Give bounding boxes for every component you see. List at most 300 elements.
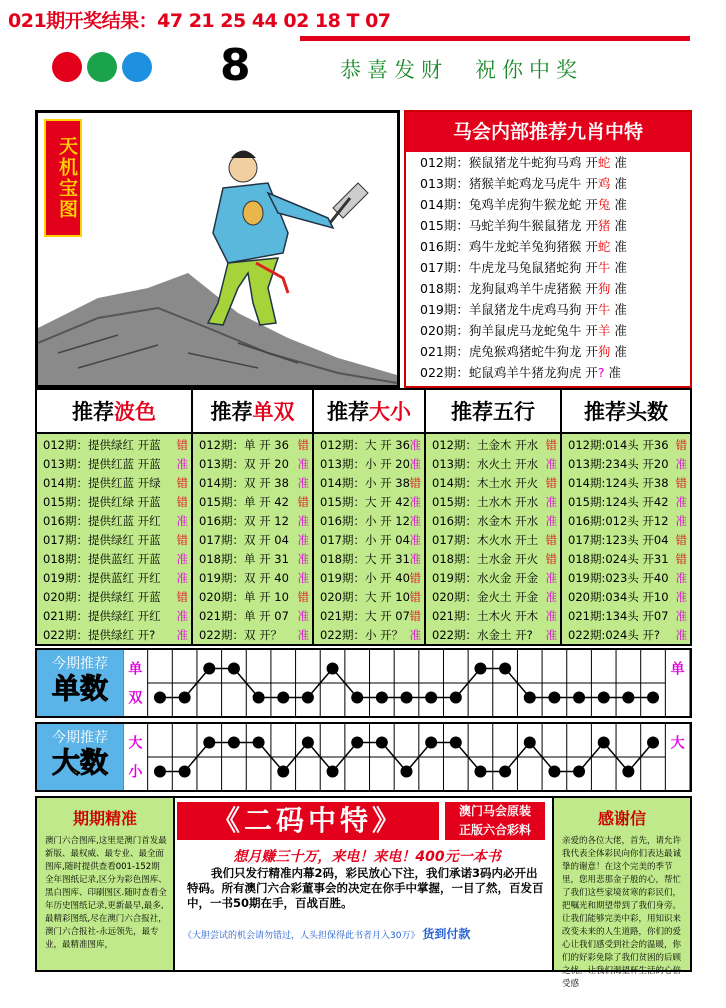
recommend-row-text: 017期：双 开 04	[199, 533, 289, 547]
nine-animals: 马蛇羊狗牛猴鼠猪龙	[468, 218, 582, 233]
recommend-row-text: 021期:134头 开07	[568, 609, 669, 623]
recommend-row-result: 准	[409, 438, 421, 452]
trend-point	[351, 692, 363, 704]
recommend-row	[193, 588, 312, 607]
recommend-row-result: 准	[176, 552, 188, 566]
recommend-row	[562, 512, 690, 531]
recommend-row	[37, 493, 191, 512]
recommend-row-result: 准	[545, 495, 557, 509]
recommend-row-result: 准	[545, 514, 557, 528]
nine-mark: 准	[614, 218, 627, 233]
recommend-row-text: 020期：提供绿红 开蓝	[43, 590, 161, 604]
recommend-row-result: 错	[409, 571, 421, 585]
trend-point	[253, 692, 265, 704]
nine-open: 开	[581, 281, 598, 296]
recommend-row	[562, 493, 690, 512]
recommend-row	[37, 455, 191, 474]
recommend-row-text: 012期：提供绿红 开蓝	[43, 438, 161, 452]
illustration	[38, 113, 397, 385]
recommend-row	[562, 436, 690, 455]
recommend-row-text: 016期：小 开 12	[320, 514, 410, 528]
recommend-row	[314, 436, 424, 455]
advert-footer	[183, 925, 545, 942]
recommend-row-text: 018期：单 开 31	[199, 552, 289, 566]
recommend-row-result: 准	[409, 533, 421, 547]
recommend-row-result: 错	[297, 495, 309, 509]
recommend-row-result: 准	[297, 533, 309, 547]
recommend-row-text: 016期：双 开 12	[199, 514, 289, 528]
recommend-row-text: 021期：提供绿红 开红	[43, 609, 161, 623]
recommend-row	[314, 531, 424, 550]
column-title-prefix: 推荐	[210, 399, 253, 424]
picture-title: 天机宝图	[44, 119, 82, 237]
trend-point	[499, 663, 511, 675]
recommend-row	[562, 550, 690, 569]
trend-point	[474, 663, 486, 675]
recommend-row-text: 018期：大 开 31	[320, 552, 410, 566]
draw-result-header: 021期开奖结果：47 21 25 44 02 18 T 07	[8, 10, 391, 32]
column-title-prefix: 推荐头数	[584, 399, 668, 424]
trend-point	[425, 737, 437, 749]
nine-zodiac-row	[406, 215, 690, 236]
nine-zodiac-row	[406, 152, 690, 173]
recommend-row-result: 错	[409, 590, 421, 604]
trend-point	[524, 692, 536, 704]
nine-zodiac-row	[406, 320, 690, 341]
trend-axis-label: 单	[128, 661, 143, 678]
recommend-row	[193, 474, 312, 493]
trend-point	[327, 663, 339, 675]
nine-animals: 狗羊鼠虎马龙蛇兔牛	[468, 323, 582, 338]
recommend-row	[193, 455, 312, 474]
recommend-row-result: 准	[176, 571, 188, 585]
nine-zodiac-row	[406, 194, 690, 215]
recommend-row-text: 015期：土水木 开水	[432, 495, 539, 509]
recommend-row	[314, 588, 424, 607]
blue-ball	[122, 52, 152, 82]
recommend-row-result: 准	[675, 628, 687, 642]
recommend-row-result: 准	[545, 609, 557, 623]
trend-point	[351, 737, 363, 749]
recommend-row	[37, 474, 191, 493]
recommend-row	[562, 569, 690, 588]
trend-point	[450, 737, 462, 749]
recommend-row-result: 错	[176, 533, 188, 547]
nine-mark: 准	[614, 155, 627, 170]
recommend-row	[562, 626, 690, 645]
left-panel-title: 期期精准	[72, 809, 137, 828]
nine-open: 开	[581, 260, 598, 275]
recommend-row	[314, 474, 424, 493]
recommend-row	[314, 626, 424, 645]
trend-point	[499, 766, 511, 778]
recommend-row-result: 准	[545, 590, 557, 604]
recommend-row-text: 021期：单 开 07	[199, 609, 289, 623]
recommend-row-text: 019期：小 开 40	[320, 571, 410, 585]
recommend-row	[314, 512, 424, 531]
recommend-row-result: 错	[176, 495, 188, 509]
big-small-label-big: 大数	[51, 746, 108, 779]
recommend-row	[193, 550, 312, 569]
nine-issue: 017期：	[420, 260, 469, 275]
nine-zodiac-row	[406, 257, 690, 278]
nine-animals: 牛虎龙马兔鼠猪蛇狗	[468, 260, 582, 275]
recommend-row-result: 准	[409, 552, 421, 566]
recommend-column	[37, 390, 193, 644]
recommend-row-text: 015期:124头 开42	[568, 495, 669, 509]
odd-even-chart	[123, 650, 690, 716]
nine-mark: 准	[608, 365, 622, 380]
trend-point	[647, 737, 659, 749]
nine-mark: 准	[614, 323, 627, 338]
trend-point	[622, 692, 634, 704]
recommend-row-text: 016期：提供红蓝 开红	[43, 514, 161, 528]
nine-issue: 014期：	[420, 197, 469, 212]
trend-point	[474, 766, 486, 778]
trend-point	[179, 692, 191, 704]
recommend-row	[37, 588, 191, 607]
recommend-row-result: 准	[297, 628, 309, 642]
thanks-letter-title: 感谢信	[597, 809, 646, 828]
recommend-row-text: 012期：大 开 36	[320, 438, 410, 452]
recommend-row-result: 错	[675, 533, 687, 547]
recommend-row-result: 错	[545, 438, 557, 452]
nine-animals: 猪猴羊蛇鸡龙马虎牛	[468, 176, 582, 191]
recommend-row-result: 错	[176, 590, 188, 604]
recommend-row-text: 019期：双 开 40	[199, 571, 289, 585]
recommend-row	[314, 493, 424, 512]
advert-footer-text: 《大胆尝试的机会请勿错过，人头担保得此书者月入30万》	[183, 931, 420, 941]
header-divider	[300, 36, 690, 41]
recommend-row-result: 错	[176, 438, 188, 452]
trend-point	[401, 692, 413, 704]
recommend-row-result: 准	[297, 514, 309, 528]
center-advert	[177, 798, 552, 970]
recommend-row-text: 019期：提供蓝红 开红	[43, 571, 161, 585]
recommend-row-text: 016期:012头 开12	[568, 514, 669, 528]
recommend-row-text: 018期：土水金 开火	[432, 552, 539, 566]
recommend-row	[193, 626, 312, 645]
trend-point	[376, 692, 388, 704]
trend-axis-label: 单	[670, 661, 685, 678]
nine-zodiac-row	[406, 341, 690, 362]
trend-point	[154, 766, 166, 778]
nine-issue: 012期：	[420, 155, 469, 170]
trend-point	[548, 692, 560, 704]
column-title-prefix: 推荐五行	[451, 399, 535, 424]
recommend-row	[562, 607, 690, 626]
recommend-row-text: 014期：提供红蓝 开绿	[43, 476, 161, 490]
slogan: 恭喜发财 祝你中奖	[340, 58, 583, 82]
nine-result: 羊	[597, 323, 611, 338]
recommend-row-text: 022期：水金土 开?	[432, 628, 533, 642]
recommend-row-result: 准	[675, 495, 687, 509]
recommend-row-text: 015期：大 开 42	[320, 495, 410, 509]
recommend-row-text: 017期：小 开 04	[320, 533, 410, 547]
recommend-row-text: 014期：木土水 开火	[432, 476, 539, 490]
nine-zodiac-list	[406, 152, 690, 383]
recommend-row-text: 015期：提供红绿 开蓝	[43, 495, 161, 509]
recommend-row-text: 016期：水金木 开水	[432, 514, 539, 528]
recommend-row	[426, 569, 560, 588]
issue-number: 8	[220, 40, 251, 91]
recommend-row-result: 准	[297, 552, 309, 566]
recommend-row	[37, 512, 191, 531]
nine-open: 开	[581, 344, 598, 359]
recommend-row	[562, 588, 690, 607]
recommend-column	[426, 390, 562, 644]
recommend-row-result: 错	[409, 609, 421, 623]
column-title-keyword: 波色	[114, 399, 156, 424]
recommend-row-result: 错	[675, 438, 687, 452]
recommend-row-text: 013期:234头 开20	[568, 457, 669, 471]
trend-point	[228, 663, 240, 675]
trend-point	[647, 692, 659, 704]
trend-point	[598, 737, 610, 749]
trend-point	[302, 692, 314, 704]
recommend-row	[426, 436, 560, 455]
recommendation-table	[35, 388, 692, 646]
trend-point	[450, 692, 462, 704]
trend-point	[376, 737, 388, 749]
nine-issue: 013期：	[420, 176, 469, 191]
nine-result: 蛇	[597, 239, 611, 254]
recommend-row-result: 准	[297, 457, 309, 471]
green-ball	[87, 52, 117, 82]
recommend-row-text: 020期：金火土 开金	[432, 590, 539, 604]
recommend-row-text: 017期：提供绿红 开蓝	[43, 533, 161, 547]
recommend-row-text: 014期:124头 开38	[568, 476, 669, 490]
recommend-row-result: 准	[675, 457, 687, 471]
recommend-row-text: 013期：小 开 20	[320, 457, 410, 471]
recommend-row	[193, 436, 312, 455]
trend-point	[573, 766, 585, 778]
recommend-row-result: 准	[297, 571, 309, 585]
recommend-row-result: 准	[675, 514, 687, 528]
recommend-row	[37, 436, 191, 455]
nine-animals: 龙狗鼠鸡羊牛虎猪猴	[468, 281, 582, 296]
advert-tag	[445, 802, 545, 840]
nine-open: 开	[581, 197, 598, 212]
recommend-row-text: 015期：单 开 42	[199, 495, 289, 509]
trend-point	[203, 737, 215, 749]
recommend-row	[426, 550, 560, 569]
nine-result: 狗	[597, 281, 611, 296]
recommend-row	[426, 493, 560, 512]
left-info-panel	[37, 798, 175, 970]
trend-point	[524, 737, 536, 749]
nine-zodiac-row	[406, 278, 690, 299]
recommend-row	[193, 569, 312, 588]
nine-animals: 猴鼠猪龙牛蛇狗马鸡	[468, 155, 582, 170]
recommend-column	[562, 390, 690, 644]
nine-result: 蛇	[597, 155, 611, 170]
recommend-row	[37, 531, 191, 550]
recommend-row-result: 准	[545, 457, 557, 471]
recommend-row	[562, 455, 690, 474]
recommend-row	[426, 531, 560, 550]
recommend-row-result: 错	[675, 552, 687, 566]
odd-even-label-small: 今期推荐	[52, 656, 108, 672]
recommend-row-text: 018期:024头 开31	[568, 552, 669, 566]
recommend-row-text: 012期:014头 开36	[568, 438, 669, 452]
picture-panel	[35, 110, 400, 388]
recommend-row-result: 错	[297, 590, 309, 604]
recommend-row-text: 013期：提供红蓝 开蓝	[43, 457, 161, 471]
nine-open: 开	[581, 155, 598, 170]
recommend-row	[562, 531, 690, 550]
big-small-trend	[35, 722, 692, 792]
recommend-row-result: 错	[675, 476, 687, 490]
nine-mark: 准	[614, 302, 627, 317]
advert-body: 我们只发行精准内幕2码，彩民放心下注，我们承诺3码内必开出特码。所有澳门六合彩董事会的决定在你手中掌握，一目了然，百发百中，一书50期在手，百战百胜。	[187, 866, 544, 910]
recommend-row-result: 准	[297, 476, 309, 490]
nine-zodiac-row	[406, 362, 690, 383]
trend-point	[179, 766, 191, 778]
recommend-row-result: 错	[409, 476, 421, 490]
column-title-keyword: 单双	[252, 399, 295, 424]
odd-even-label-big: 单数	[51, 672, 108, 705]
left-panel-text: 澳门六合图库,这里是澳门首发最新版、最权威、最专业、最全面图库,随时提供查看001-152期全年图纸记录,区分为彩色图库、黑白图库、印刷图区.随时查看全年历史图纸记录,更新最早,最多,最精彩图纸,尽在澳门六合报社，澳门六合报社-永远领先，最专业，最精准图库，	[45, 836, 167, 950]
recommend-row	[314, 455, 424, 474]
nine-mark: 准	[614, 197, 627, 212]
nine-zodiac-panel	[404, 110, 692, 388]
recommend-row	[314, 607, 424, 626]
trend-point	[253, 737, 265, 749]
recommend-row	[193, 531, 312, 550]
nine-mark: 准	[614, 281, 627, 296]
recommend-row-result: 准	[176, 457, 188, 471]
nine-result: 兔	[597, 197, 611, 212]
recommend-row-text: 013期：水火土 开水	[432, 457, 539, 471]
recommend-row-result: 准	[409, 628, 421, 642]
recommend-row-text: 021期：大 开 07	[320, 609, 410, 623]
nine-zodiac-row	[406, 173, 690, 194]
nine-open: 开	[581, 218, 598, 233]
nine-open: 开	[581, 239, 598, 254]
big-small-chart	[123, 724, 690, 790]
recommend-row-result: 准	[176, 609, 188, 623]
nine-open: 开	[581, 302, 598, 317]
nine-issue: 016期：	[420, 239, 469, 254]
recommend-row-result: 错	[297, 438, 309, 452]
recommend-row-text: 012期：单 开 36	[199, 438, 289, 452]
recommend-row-result: 错	[545, 552, 557, 566]
nine-open: 开	[581, 176, 598, 191]
recommend-row	[562, 474, 690, 493]
recommend-row-text: 018期：提供蓝红 开蓝	[43, 552, 161, 566]
nine-issue: 015期：	[420, 218, 469, 233]
trend-point	[277, 766, 289, 778]
big-small-label-small: 今期推荐	[52, 730, 108, 746]
trend-point	[277, 692, 289, 704]
red-ball	[52, 52, 82, 82]
recommend-row-result: 准	[545, 571, 557, 585]
recommend-row-result: 准	[675, 590, 687, 604]
thanks-letter-panel	[552, 798, 690, 989]
recommend-row	[37, 626, 191, 645]
recommend-row	[37, 550, 191, 569]
recommend-row-text: 019期：水火金 开金	[432, 571, 539, 585]
recommend-column	[193, 390, 314, 644]
recommend-column-title	[193, 390, 312, 434]
recommend-row-result: 准	[176, 514, 188, 528]
recommend-row-result: 错	[545, 476, 557, 490]
trend-point	[425, 692, 437, 704]
trend-axis-label: 小	[128, 764, 143, 781]
odd-even-label	[37, 650, 123, 716]
recommend-column	[314, 390, 426, 644]
trend-axis-label: 大	[128, 735, 143, 752]
recommend-row-text: 013期：双 开 20	[199, 457, 289, 471]
recommend-row	[426, 607, 560, 626]
recommend-column-title	[314, 390, 424, 434]
nine-issue: 022期：	[420, 365, 469, 380]
recommend-row	[426, 455, 560, 474]
recommend-row-text: 022期:024头 开?	[568, 628, 661, 642]
nine-animals: 虎兔猴鸡猪蛇牛狗龙	[468, 344, 582, 359]
trend-point	[548, 766, 560, 778]
recommend-row-text: 022期：提供绿红 开?	[43, 628, 156, 642]
nine-result: ?	[597, 365, 605, 380]
nine-result: 鸡	[597, 176, 611, 191]
trend-point	[228, 737, 240, 749]
odd-even-trend	[35, 648, 692, 718]
recommend-row	[426, 474, 560, 493]
trend-point	[622, 766, 634, 778]
recommend-row-text: 021期：土木火 开木	[432, 609, 539, 623]
recommend-column-title	[426, 390, 560, 434]
recommend-row-text: 020期：单 开 10	[199, 590, 289, 604]
trend-axis-label: 双	[128, 690, 143, 707]
column-title-prefix: 推荐	[327, 399, 369, 424]
nine-animals: 蛇鼠鸡羊牛猪龙狗虎	[468, 365, 582, 380]
recommend-row	[426, 626, 560, 645]
nine-issue: 019期：	[420, 302, 469, 317]
nine-issue: 018期：	[420, 281, 469, 296]
recommend-row-text: 019期:023头 开40	[568, 571, 669, 585]
recommend-column-title	[562, 390, 690, 434]
column-title-prefix: 推荐	[72, 399, 114, 424]
nine-issue: 021期：	[420, 344, 469, 359]
advert-banner: 《二码中特》	[177, 802, 439, 840]
nine-zodiac-row	[406, 236, 690, 257]
trend-point	[573, 692, 585, 704]
trend-point	[203, 663, 215, 675]
trend-point	[302, 737, 314, 749]
nine-mark: 准	[614, 344, 627, 359]
recommend-row-text: 017期:123头 开04	[568, 533, 669, 547]
nine-animals: 鸡牛龙蛇羊兔狗猪猴	[468, 239, 582, 254]
nine-mark: 准	[614, 176, 627, 191]
nine-mark: 准	[614, 260, 627, 275]
recommend-row	[193, 607, 312, 626]
recommend-row-result: 准	[675, 571, 687, 585]
nine-zodiac-row	[406, 299, 690, 320]
nine-result: 猪	[597, 218, 611, 233]
column-title-keyword: 大小	[369, 399, 411, 424]
advert-tag-line1: 澳门马会原装	[458, 804, 531, 818]
trend-point	[598, 692, 610, 704]
recommend-row	[37, 569, 191, 588]
trend-point	[401, 766, 413, 778]
recommend-row-text: 014期：双 开 38	[199, 476, 289, 490]
recommend-row	[37, 607, 191, 626]
nine-open: 开	[581, 365, 598, 380]
recommend-row-result: 准	[409, 457, 421, 471]
big-small-label	[37, 724, 123, 790]
recommend-row-text: 022期：小 开？	[320, 628, 404, 642]
